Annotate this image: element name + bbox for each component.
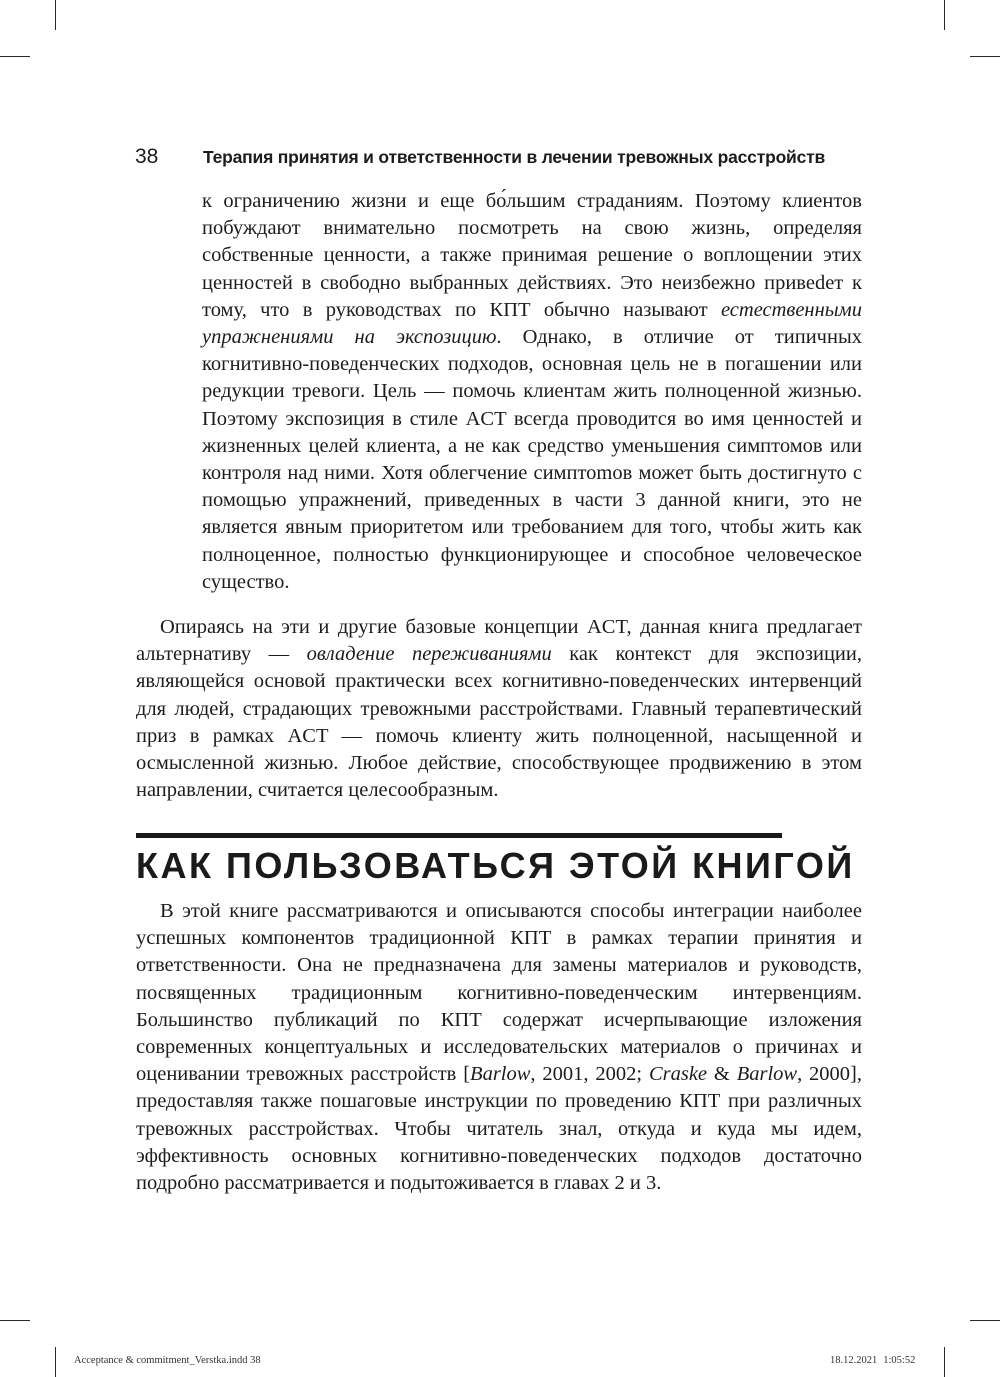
section-heading: КАК ПОЛЬЗОВАТЬСЯ ЭТОЙ КНИГОЙ	[136, 845, 855, 886]
text-run: . Однако, в отличие от типичных когнитивно-поведенческих подходов, основная цель не в погашении или редукции тревоги. Цель — помочь клиентам жить полноценной жизнью. Поэтому экспозиция в стиле ACT всегда проводится во имя ценностей и жизненных целей клиента, а не как средство уменьшения симптомов или контроля над ними. Хотя облегчение симптоmов может быть достигнуто с помощью упражнений, приведенных в части 3 данной книги, это не является явным приоритетом или требованием для того, чтобы жить как полноценное, полностью функционирующее и способное человеческое существо.	[202, 326, 862, 593]
crop-mark-left-bottom	[0, 1320, 30, 1321]
accented-letter: о́	[496, 190, 507, 212]
citation-author: Barlow	[736, 1063, 798, 1086]
text-run: Опираясь на эти и другие базовые концепции ACT, данная книга предлагает альтернативу —	[136, 616, 862, 666]
text-run: &	[707, 1063, 737, 1086]
text-run: , 2000], предоставляя также пошаговые инструкции по проведению КПТ при различных тревожных расстройствах. Чтобы читатель знал, откуда и куда мы идем, эффективность основных когнитивно-поведенческих подходов достаточно подробно рассматривается и подытоживается в главах 2 и 3.	[136, 1063, 863, 1195]
running-head	[135, 144, 855, 174]
section-rule	[136, 833, 782, 838]
text-run: как контекст для экспозиции, являющейся основой практически всех когнитивно-поведенческих интервенций для людей, страдающих тревожными расстройствами. Главный терапевтический приз в рамках ACT — помочь клиенту жить полноценной, насыщенной и осмысленной жизнью. Любое действие, способствующее продвижению в этом направлении, считается целесообразным.	[136, 643, 862, 802]
text-run: к ограничению жизни и еще б	[202, 190, 497, 212]
text-run: , 2001, 2002;	[530, 1063, 649, 1086]
crop-mark-bottom-left	[55, 1347, 56, 1377]
citation-author: Barlow	[470, 1063, 531, 1086]
italic-term: овладение переживаниями	[306, 643, 552, 666]
crop-mark-top-right	[944, 0, 945, 30]
page-number: 38	[135, 145, 159, 168]
citation-author: Craske	[648, 1063, 708, 1086]
body-paragraph	[136, 614, 862, 804]
footer-file-info: Acceptance & commitment_Verstka.indd 38	[74, 1355, 261, 1366]
footer-date: 18.12.2021	[830, 1355, 878, 1366]
text-run: В этой книге рассматриваются и описываются способы интеграции наиболее успешных компонентов традиционной КПТ в рамках терапии принятия и ответственности. Она не предназначена для замены материалов и руководств, посвященных традиционным когнитивно-поведенческим интервенциям. Большинство публикаций по КПТ содержат исчерпывающие изложения современных концептуальных и исследовательских материалов о причинах и оценивании тревожных расстройств [	[136, 900, 862, 1086]
body-paragraph	[136, 898, 862, 1197]
running-head-title: Терапия принятия и ответственности в лечении тревожных расстройств	[203, 147, 826, 167]
crop-mark-top-left	[55, 0, 56, 30]
footer-timestamp	[830, 1355, 915, 1366]
italic-term: естественными упражнениями на экспозицию	[202, 298, 862, 349]
crop-mark-bottom-right	[944, 1347, 945, 1377]
text-run: льшим страданиям. Поэтому клиентов побуждают внимательно посмотреть на свою жизнь, определяя собственные ценности, а также принимая решение о воплощении этих ценностей в свободно выбранных действиях. Это неизбежно привеdет к тому, что в руководствах по КПТ обычно называют	[202, 190, 862, 321]
footer-time: 1:05:52	[883, 1355, 916, 1366]
indented-paragraph	[202, 188, 862, 596]
crop-mark-right-bottom	[970, 1320, 1000, 1321]
crop-mark-left-top	[0, 56, 30, 57]
crop-mark-right-top	[970, 56, 1000, 57]
